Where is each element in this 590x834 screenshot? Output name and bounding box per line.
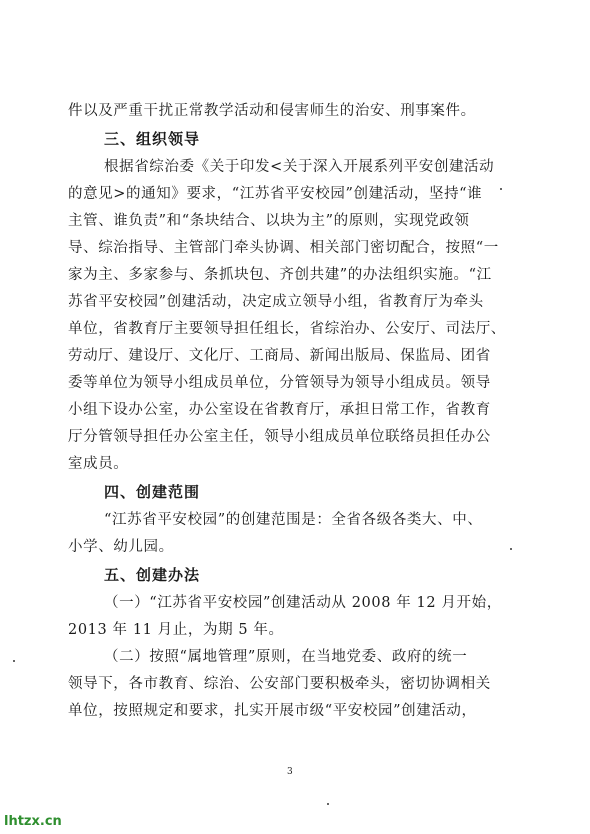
- text-line: “江苏省平安校园”的创建范围是：全省各级各类大、中、: [104, 512, 483, 528]
- text-line: 根据省综治委《关于印发<关于深入开展系列平安创建活动: [104, 159, 495, 175]
- scan-speck: [500, 188, 502, 190]
- text-line: （二）按照“属地管理”原则，在当地党委、政府的统一: [104, 649, 468, 665]
- site-watermark: lhtzx.cn: [4, 814, 62, 829]
- text-line: 件以及严重干扰正常教学活动和侵害师生的治安、刑事案件。: [68, 103, 476, 119]
- text-line: 家为主、多家参与、条抓块包、齐创共建”的办法组织实施。“江: [68, 267, 492, 283]
- text-line: 的意见>的通知》要求，“江苏省平安校园”创建活动，坚持“谁: [68, 186, 483, 202]
- text-line: 2013 年 11 月止，为期 5 年。: [68, 622, 284, 638]
- scan-speck: [327, 803, 329, 805]
- text-line: 劳动厅、建设厅、文化厅、工商局、新闻出版局、保监局、团省: [68, 348, 491, 364]
- section-heading-method: 五、创建办法: [104, 566, 201, 584]
- text-line: 导、综治指导、主管部门牵头协调、相关部门密切配合，按照“一: [68, 240, 499, 256]
- section-heading-organization: 三、组织领导: [104, 130, 201, 148]
- text-line: 领导下，各市教育、综治、公安部门要积极牵头，密切协调相关: [68, 676, 491, 692]
- text-line: 单位，省教育厅主要领导担任组长，省综治办、公安厅、司法厅、: [68, 321, 506, 337]
- page-number: 3: [287, 767, 293, 777]
- text-line: 主管、谁负责”和“条块结合、以块为主”的原则，实现党政领: [68, 213, 470, 229]
- text-line: 小学、幼儿园。: [68, 539, 174, 555]
- text-line: 单位，按照规定和要求，扎实开展市级“平安校园”创建活动，: [68, 703, 477, 719]
- section-heading-scope: 四、创建范围: [104, 483, 201, 501]
- text-line: 小组下设办公室，办公室设在省教育厅，承担日常工作，省教育: [68, 402, 491, 418]
- scan-speck: [510, 548, 512, 550]
- text-line: 苏省平安校园”创建活动，决定成立领导小组，省教育厅为牵头: [68, 294, 484, 310]
- text-line: 委等单位为领导小组成员单位，分管领导为领导小组成员。领导: [68, 375, 491, 391]
- scan-speck: [13, 660, 15, 662]
- text-line: 厅分管领导担任办公室主任，领导小组成员单位联络员担任办公: [68, 429, 491, 445]
- text-line: （一）“江苏省平安校园”创建活动从 2008 年 12 月开始，: [104, 595, 502, 611]
- text-line: 室成员。: [68, 456, 129, 472]
